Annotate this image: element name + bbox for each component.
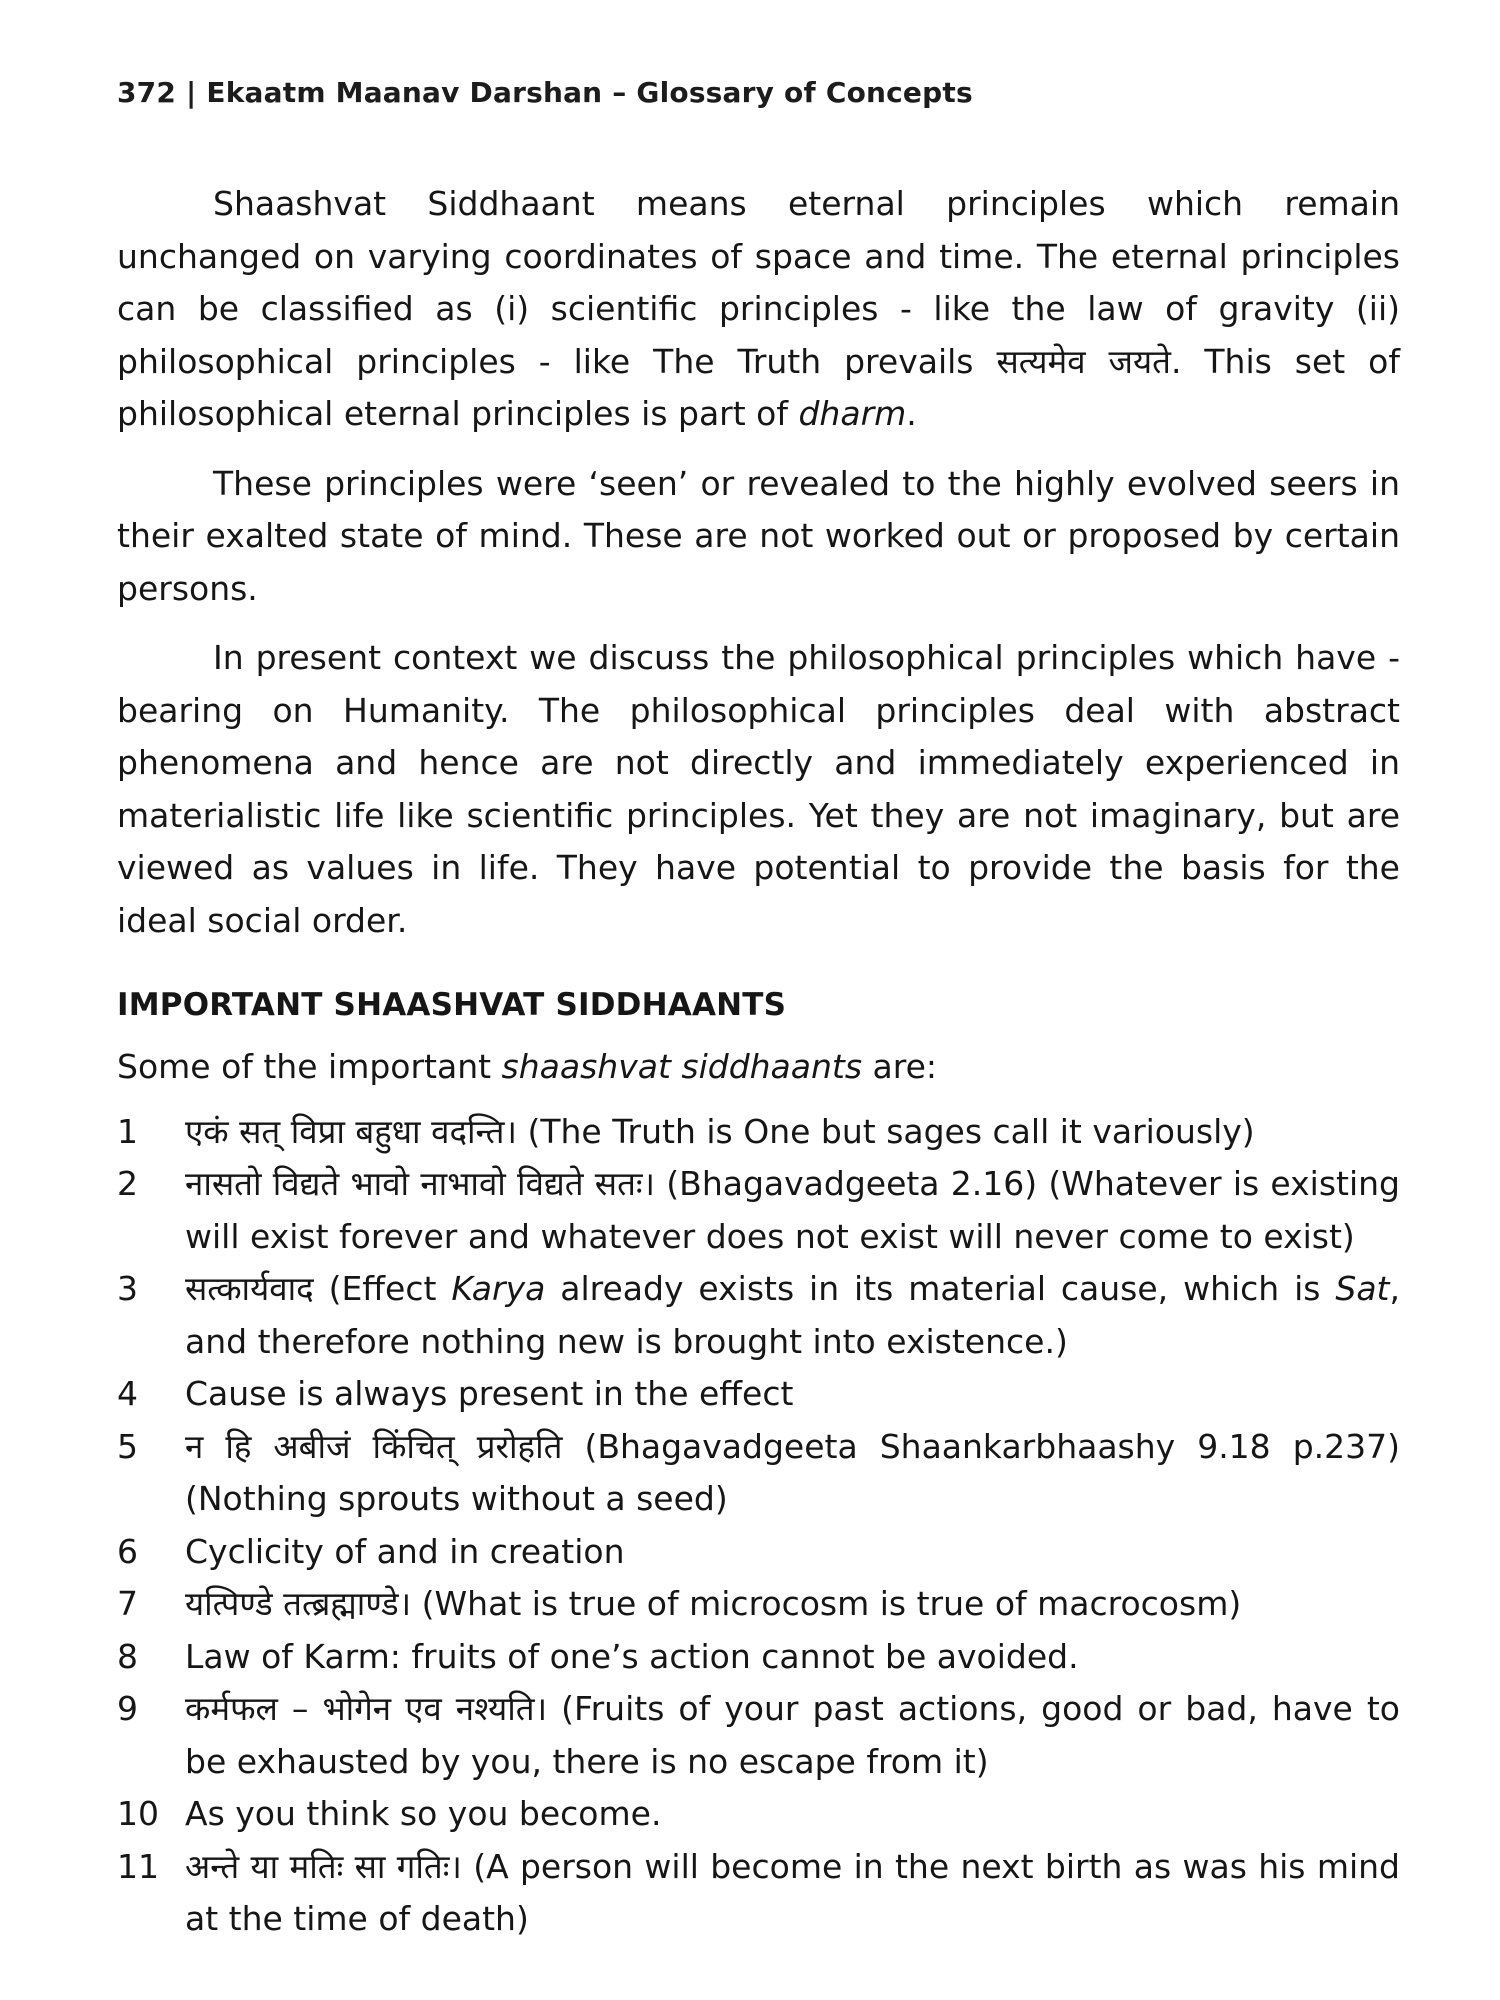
list-item — [117, 1526, 1400, 1579]
section-intro: Some of the important shaashvat siddhaants are: — [117, 1047, 938, 1086]
book-title: Ekaatm Maanav Darshan – Glossary of Concepts — [206, 76, 973, 109]
item-number: 7 — [117, 1584, 138, 1623]
item-number: 5 — [117, 1426, 138, 1466]
list-item — [117, 1421, 1400, 1526]
list-item — [117, 1368, 1400, 1421]
item-text: एकं सत् विप्रा बहुधा वदन्ति। (The Truth is One but sages call it variously) — [185, 1111, 1255, 1151]
header-separator: | — [186, 76, 197, 109]
item-number: 3 — [117, 1269, 138, 1308]
list-item — [117, 1788, 1400, 1841]
item-text: Cyclicity of and in creation — [185, 1531, 625, 1571]
item-number: 1 — [117, 1111, 138, 1151]
section-heading: IMPORTANT SHAASHVAT SIDDHAANTS — [117, 987, 787, 1023]
item-number: 6 — [117, 1531, 138, 1571]
page-number: 372 — [117, 76, 177, 109]
item-text: Law of Karm: fruits of one’s action cannot be avoided. — [185, 1636, 1079, 1676]
item-number: 8 — [117, 1636, 138, 1676]
sanskrit-phrase: सत्यमेव जयते. — [996, 341, 1182, 381]
item-number: 2 — [117, 1164, 138, 1203]
item-text: Cause is always present in the effect — [185, 1374, 794, 1413]
paragraph-context: In present context we discuss the philosophical principles which have - bearing on Humanity. The philosophical principles deal with abstract phenomena and hence are not directly and immediately experienced in materialistic life like scientific principles. Yet they are not imaginary, but are viewed as values in life. They have potential to provide the basis for the ideal social order. — [117, 638, 1400, 940]
paragraph-definition: Shaashvat Siddhaant means eternal principles which remain unchanged on varying coordinates of space and time. The eternal principles can be classified as (i) scientific principles - like the law of gravity (ii) philosophical principles - like The Truth prevails सत्यमेव जयते. This set of philosophical eternal principles is part of dharm. — [117, 184, 1400, 433]
item-text: अन्ते या मतिः सा गतिः। (A person will become in the next birth as was his mind at the time of death) — [185, 1846, 1400, 1938]
item-text: नासतो विद्यते भावो नाभावो विद्यते सतः। (Bhagavadgeeta 2.16) (Whatever is existing will exist forever and whatever does not exist will never come to exist) — [185, 1164, 1401, 1256]
item-text: As you think so you become. — [185, 1794, 662, 1833]
list-item — [117, 1841, 1400, 1946]
siddhaant-list — [117, 1106, 1400, 1946]
list-item — [117, 1578, 1400, 1631]
list-item — [117, 1106, 1400, 1159]
list-item — [117, 1631, 1400, 1684]
list-item — [117, 1263, 1400, 1368]
list-item — [117, 1158, 1400, 1263]
running-head — [117, 76, 973, 109]
italic-term: dharm — [798, 394, 907, 433]
item-text: न हि अबीजं किंचित् प्ररोहति (Bhagavadgeeta Shaankarbhaashy 9.18 p.237) (Nothing sprouts without a seed) — [185, 1426, 1400, 1518]
page-body — [117, 178, 1400, 1946]
item-text: यत्पिण्डे तत्ब्रह्माण्डे। (What is true of microcosm is true of macrocosm) — [185, 1584, 1242, 1623]
item-number: 4 — [117, 1374, 138, 1413]
paragraph-seers: These principles were ‘seen’ or revealed to the highly evolved seers in their exalted state of mind. These are not worked out or proposed by certain persons. — [117, 463, 1400, 608]
item-text: सत्कार्यवाद (Effect Karya already exists in its material cause, which is Sat, and therefore nothing new is brought into existence.) — [185, 1269, 1400, 1361]
item-number: 9 — [117, 1689, 138, 1728]
item-text: कर्मफल – भोगेन एव नश्यति। (Fruits of your past actions, good or bad, have to be exhausted by you, there is no escape from it) — [185, 1689, 1400, 1781]
item-number: 10 — [117, 1794, 159, 1833]
item-number: 11 — [117, 1846, 159, 1886]
list-item — [117, 1683, 1400, 1788]
